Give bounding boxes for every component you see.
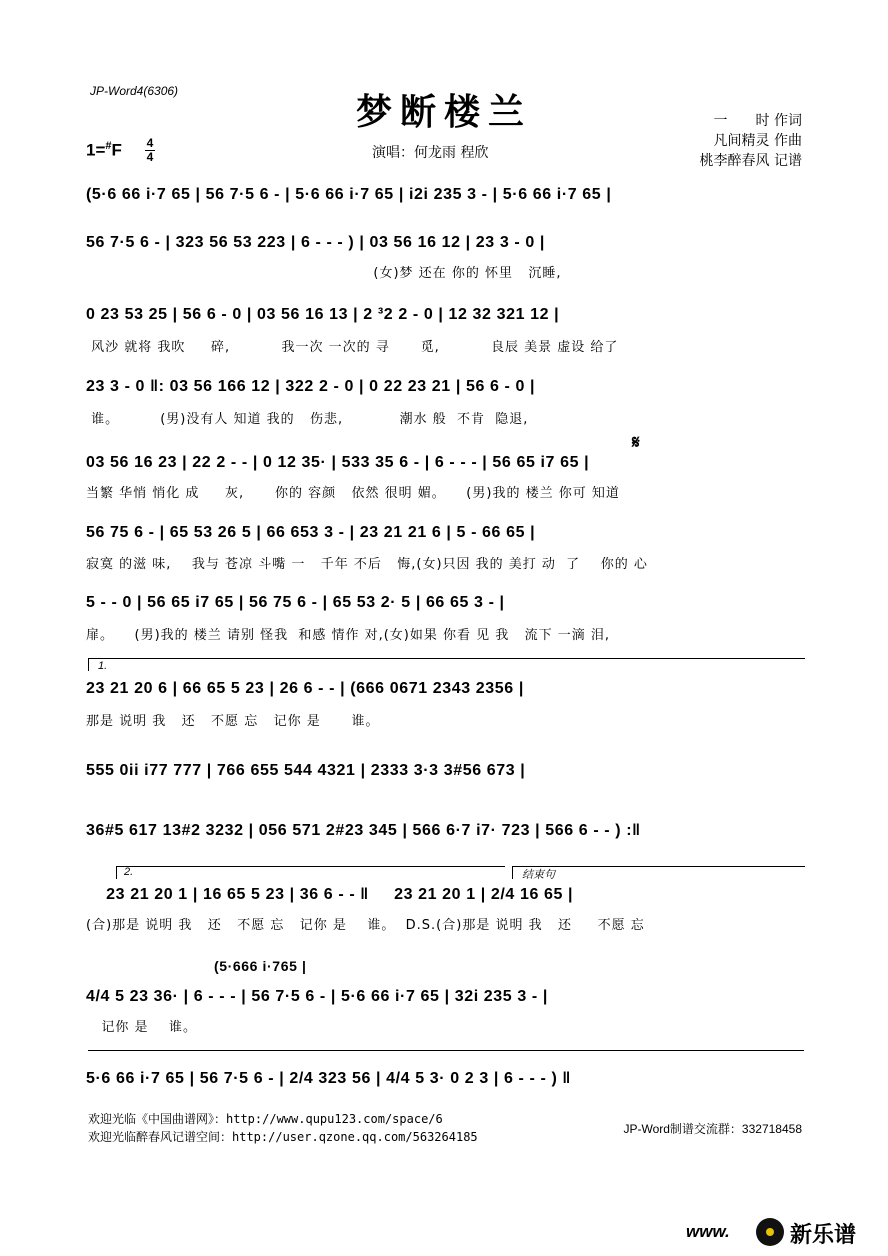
score-system-11: 23 21 20 1 | 16 65 5 23 | 36 6 - - ‖ 23 21 20 1 | 2/4 16 65 | <box>86 886 574 903</box>
lyrics-line-4: 谁。 (男)没有人 知道 我的 伤悲, 潮水 般 不肯 隐退, <box>86 412 529 426</box>
footer-link-qupu: 欢迎光临《中国曲谱网》：http://www.qupu123.com/space/6 <box>88 1112 443 1126</box>
score-system-6: 56 75 6 - | 65 53 26 5 | 66 653 3 - | 23 21 21 6 | 5 - 66 65 | <box>86 524 536 541</box>
first-ending-bracket <box>88 658 805 671</box>
transcriber-credit: 桃李醉春风 记谱 <box>699 153 802 169</box>
software-version: JP-Word4(6306) <box>90 84 179 98</box>
coda-label: 结束句 <box>522 869 555 881</box>
coda-bracket <box>512 866 805 879</box>
score-system-12: 4/4 5 23 36· | 6 - - - | 56 7·5 6 - | 5·6 66 i·7 65 | 32i 235 3 - | <box>86 988 548 1005</box>
lyrics-line-2: (女)梦 还在 你的 怀里 沉睡, <box>86 266 562 280</box>
score-system-5: 03 56 16 23 | 22 2 - - | 0 12 35· | 533 35 6 - | 6 - - - | 56 65 i7 65 | <box>86 454 590 471</box>
segno-sign: 𝄋 <box>632 432 640 453</box>
lyrics-line-5: 当繁 华悄 悄化 成 灰, 你的 容颜 依然 很明 媚。 (男)我的 楼兰 你可 知道 <box>86 486 620 500</box>
key-signature: 1=#F <box>86 140 122 160</box>
score-system-1: (5·6 66 i·7 65 | 56 7·5 6 - | 5·6 66 i·7 65 | i2i 235 3 - | 5·6 66 i·7 65 | <box>86 186 612 203</box>
second-ending-label: 2. <box>124 866 134 878</box>
footer-link-qzone: 欢迎光临醉春风记谱空间：http://user.qzone.qq.com/563264185 <box>88 1130 478 1144</box>
lyrics-line-3: 风沙 就将 我吹 碎, 我一次 一次的 寻 觅, 良辰 美景 虚设 给了 <box>86 340 619 354</box>
lyrics-line-6: 寂寞 的滋 味, 我与 苍凉 斗嘴 一 千年 不后 悔,(女)只因 我的 美打 动 了 你的 心 <box>86 557 648 571</box>
song-title: 梦断楼兰 <box>355 91 532 133</box>
lyrics-line-1 <box>86 210 806 228</box>
logo-name-text: 新乐谱 <box>790 1223 857 1248</box>
composer-credit: 凡间精灵 作曲 <box>713 133 802 149</box>
logo-www-text: www. <box>686 1222 730 1241</box>
first-ending-label: 1. <box>98 660 108 672</box>
score-system-13: 5·6 66 i·7 65 | 56 7·5 6 - | 2/4 323 56 | 4/4 5 3· 0 2 3 | 6 - - - ) ‖ <box>86 1070 571 1087</box>
second-ending-bracket <box>116 866 505 879</box>
score-system-2: 56 7·5 6 - | 323 56 53 223 | 6 - - - ) | 03 56 16 12 | 23 3 - 0 | <box>86 234 545 251</box>
singer-credit: 演唱：何龙雨 程欣 <box>372 145 489 161</box>
site-logo <box>686 1214 886 1250</box>
lyrics-line-7: 扉。 (男)我的 楼兰 请别 怪我 和感 情作 对,(女)如果 你看 见 我 流下 一滴 泪, <box>86 628 611 642</box>
time-signature: 4 4 <box>146 136 154 164</box>
score-system-4: 23 3 - 0 ‖: 03 56 166 12 | 322 2 - 0 | 0 22 23 21 | 56 6 - 0 | <box>86 378 536 395</box>
lyrics-line-11: (合)那是 说明 我 还 不愿 忘 记你 是 谁。 D.S.(合)那是 说明 我 还 不愿 忘 <box>86 918 645 932</box>
closing-bracket <box>88 1050 804 1063</box>
score-system-3: 0 23 53 25 | 56 6 - 0 | 03 56 16 13 | 2 ³2 2 - 0 | 12 32 321 12 | <box>86 306 560 323</box>
score-system-10: 36#5 617 13#2 3232 | 056 571 2#23 345 | 566 6·7 i7· 723 | 566 6 - - ) :‖ <box>86 822 641 839</box>
lyrics-line-12: 记你 是 谁。 <box>86 1020 198 1034</box>
lyricist-credit: 一 时 作词 <box>713 113 802 129</box>
score-system-9: 555 0ii i77 777 | 766 655 544 4321 | 2333 3·3 3#56 673 | <box>86 762 526 779</box>
lyrics-line-8: 那是 说明 我 还 不愿 忘 记你 是 谁。 <box>86 714 380 728</box>
record-disc-icon <box>756 1218 784 1246</box>
qq-group: JP-Word制谱交流群：332718458 <box>623 1122 802 1136</box>
score-system-7: 5 - - 0 | 56 65 i7 65 | 56 75 6 - | 65 53 2· 5 | 66 65 3 - | <box>86 594 505 611</box>
score-system-8: 23 21 20 6 | 66 65 5 23 | 26 6 - - | (666 0671 2343 2356 | <box>86 680 524 697</box>
intro-overlay: (5·666 i·765 | <box>214 958 307 974</box>
